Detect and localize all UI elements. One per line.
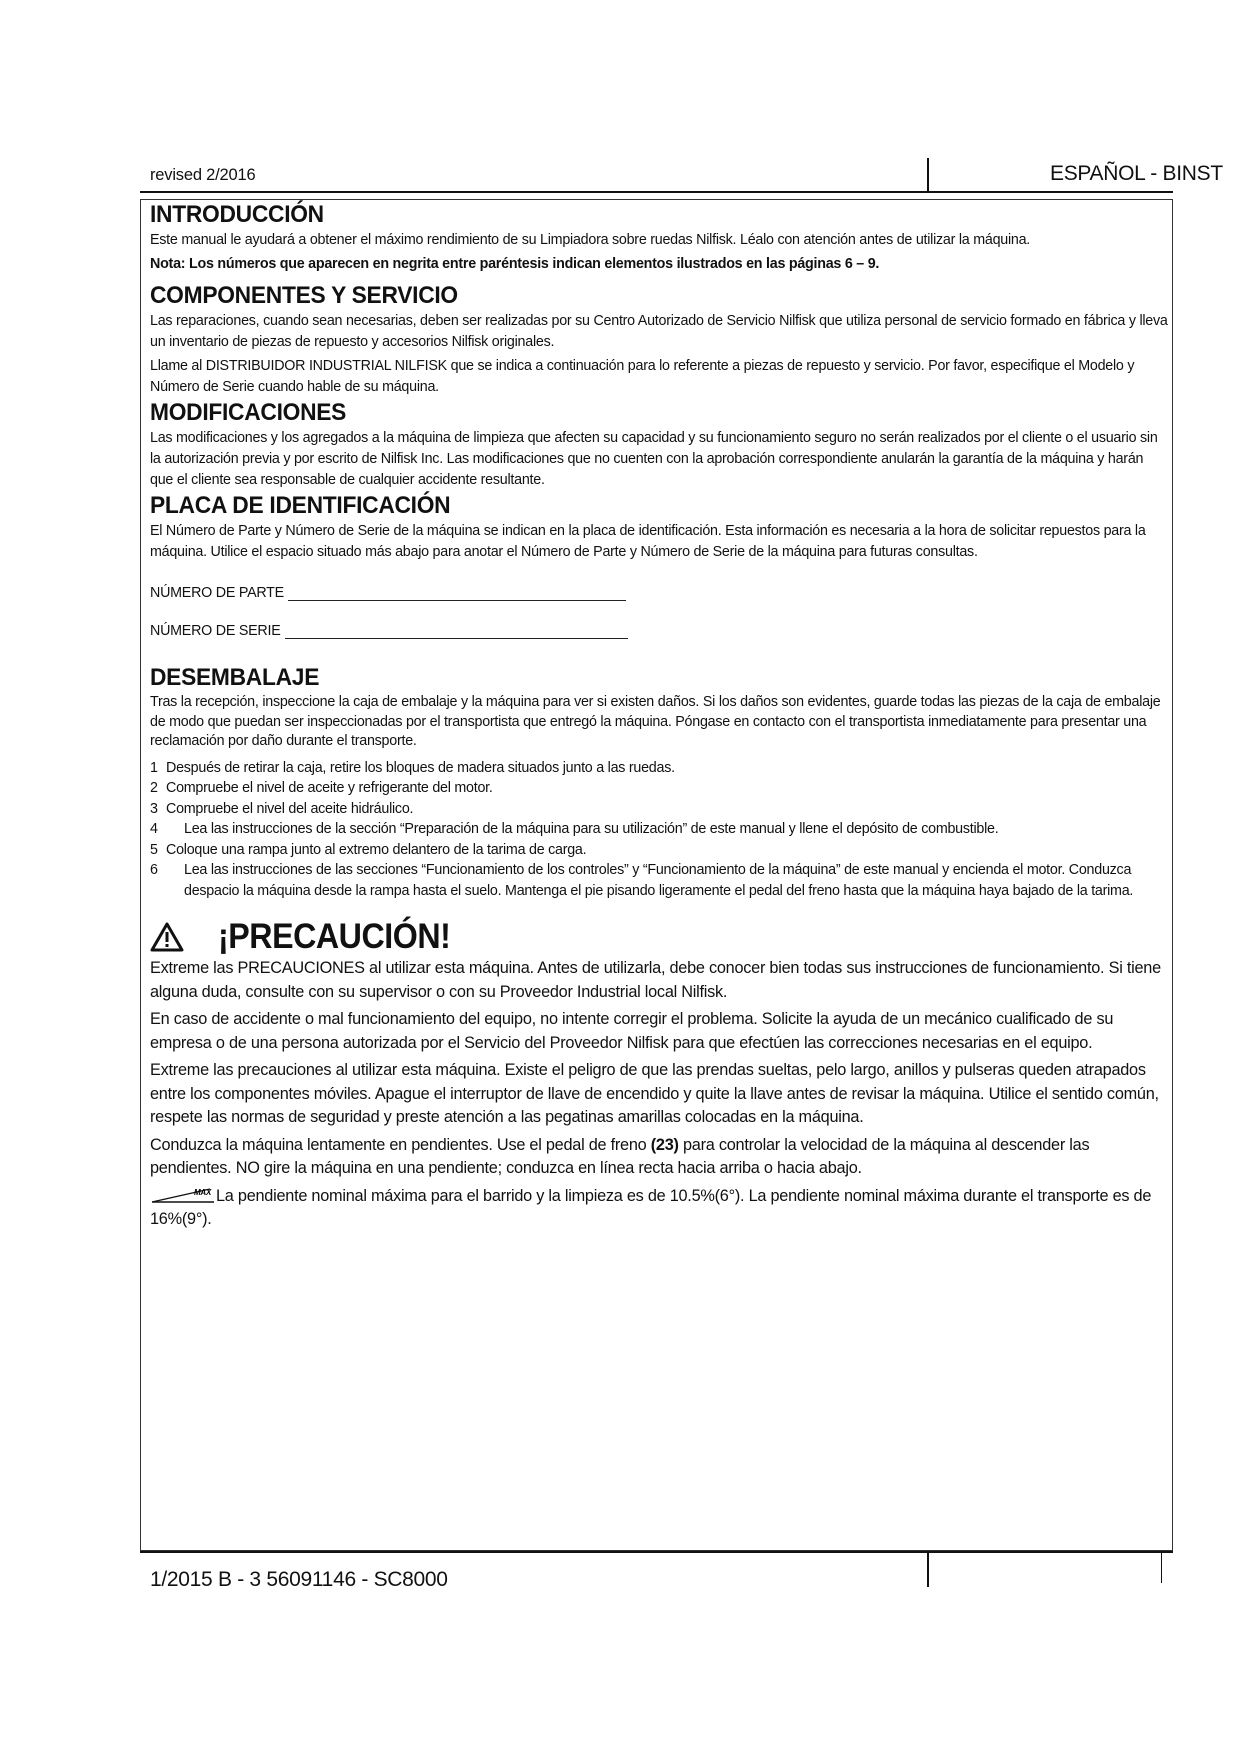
- max-slope-icon: [150, 1186, 216, 1204]
- list-item: 6 Lea las instrucciones de las secciones “Funcionamiento de los controles” y “Funcionamiento de la máquina” de este manual y encienda el motor. Conduzca despacio la máquina desde la rampa hasta el suelo. Mantenga el pie pisando ligeramente el pedal del freno hasta que la máquina haya bajado de la tarima.: [150, 862, 1134, 899]
- nameplate-title: PLACA DE IDENTIFICACIÓN: [150, 492, 451, 519]
- header-rule: [140, 191, 1173, 193]
- part-number-field: [150, 585, 1168, 601]
- list-item: 2 Compruebe el nivel de aceite y refrigerante del motor.: [150, 780, 493, 796]
- intro-text: Este manual le ayudará a obtener el máximo rendimiento de su Limpiadora sobre ruedas Nilfisk. Léalo con atención antes de utilizar la máquina.: [150, 232, 1031, 248]
- intro-note: Nota: Los números que aparecen en negrita entre paréntesis indican elementos ilustrados en las páginas 6 – 9.: [150, 256, 880, 272]
- language-label: ESPAÑOL - BINST: [1050, 162, 1223, 185]
- caution-paragraph-1: Extreme las PRECAUCIONES al utilizar esta máquina. Antes de utilizarla, debe conocer bien todas sus instrucciones de funcionamiento. Si tiene alguna duda, consulte con su supervisor o con su Proveedor Industrial local Nilfisk.: [150, 959, 1161, 1001]
- components-paragraph-2: Llame al DISTRIBUIDOR INDUSTRIAL NILFISK que se indica a continuación para lo referente a piezas de repuesto y servicio. Por favor, especifique el Modelo y Número de Serie cuando hable de su máquina.: [150, 358, 1135, 395]
- modifications-paragraph: Las modificaciones y los agregados a la máquina de limpieza que afecten su capacidad y su funcionamiento seguro no serán realizados por el cliente o el usuario sin la autorización previa y por escrito de Nilfisk Inc. Las modificaciones que no cuenten con la aprobación correspondiente anularán la garantía de la máquina y harán que el cliente sea responsable de cualquier accidente resultante.: [150, 430, 1158, 488]
- intro-title: INTRODUCCIÓN: [150, 201, 324, 228]
- intro-section: [150, 200, 1168, 275]
- unpacking-paragraph: Tras la recepción, inspeccione la caja de embalaje y la máquina para ver si existen daños. Si los daños son evidentes, guarde todas las piezas de la caja de embalaje de modo que puedan ser inspeccionadas por el transportista que entregó la máquina. Póngase en contacto con el transportista inmediatamente para presentar una reclamación por daño durante el transporte.: [150, 694, 1161, 749]
- header-divider: [927, 158, 929, 192]
- caution-paragraph-3: Extreme las precauciones al utilizar esta máquina. Existe el peligro de que las prendas sueltas, pelo largo, anillos y pulseras queden atrapados entre los componentes móviles. Apague el interruptor de llave de encendido y quite la llave antes de revisar la máquina. Utilice el sentido común, respete las normas de seguridad y preste atención a las pegatinas amarillas colocadas en la máquina.: [150, 1061, 1159, 1126]
- nameplate-paragraph: El Número de Parte y Número de Serie de la máquina se indican en la placa de identificación. Esta información es necesaria a la hora de solicitar repuestos para la máquina. Utilice el espacio situado más abajo para anotar el Número de Parte y Número de Serie de la máquina para futuras consultas.: [150, 523, 1146, 560]
- modifications-section: [150, 398, 1168, 491]
- caution-heading: [150, 917, 1168, 957]
- footer-rule: [140, 1551, 1173, 1553]
- list-item: 4 Lea las instrucciones de la sección “Preparación de la máquina para su utilización” de este manual y llene el depósito de combustible.: [150, 821, 999, 837]
- part-number-line: [288, 586, 626, 601]
- serial-number-label: NÚMERO DE SERIE: [150, 623, 281, 639]
- modifications-title: MODIFICACIONES: [150, 399, 347, 426]
- list-item: 3 Compruebe el nivel del aceite hidráulico.: [150, 800, 414, 817]
- serial-number-field: [150, 623, 1168, 639]
- list-item: 5 Coloque una rampa junto al extremo delantero de la tarima de carga.: [150, 841, 587, 858]
- components-title: COMPONENTES Y SERVICIO: [150, 282, 458, 309]
- part-number-label: NÚMERO DE PARTE: [150, 585, 284, 601]
- components-paragraph-1: Las reparaciones, cuando sean necesarias, deben ser realizadas por su Centro Autorizado de Servicio Nilfisk que utiliza personal de servicio formado en fábrica y lleva un inventario de piezas de repuesto y accesorios Nilfisk originales.: [150, 313, 1168, 350]
- unpacking-section: [150, 663, 1168, 901]
- footer-divider: [927, 1553, 929, 1587]
- caution-paragraph-5: MAX La pendiente nominal máxima para el barrido y la limpieza es de 10.5%(6°). La pendiente nominal máxima durante el transporte es de 16%(9°).: [150, 1186, 1152, 1228]
- caution-section: [150, 917, 1168, 1232]
- page-content: [150, 200, 1168, 1232]
- caution-paragraph-4: Conduzca la máquina lentamente en pendientes. Use el pedal de freno (23) para controlar la velocidad de la máquina al descender las pendientes. NO gire la máquina en una pendiente; conduzca en línea recta hacia arriba o hacia abajo.: [150, 1135, 1090, 1177]
- serial-number-line: [285, 624, 628, 639]
- nameplate-section: [150, 491, 1168, 639]
- caution-paragraph-2: En caso de accidente o mal funcionamiento del equipo, no intente corregir el problema. Solicite la ayuda de un mecánico cualificado de su empresa o de una persona autorizada por el Servicio del Proveedor Nilfisk para que efectúen las correcciones necesarias en el equipo.: [150, 1010, 1114, 1052]
- caution-title: ¡PRECAUCIÓN!: [218, 917, 451, 956]
- unpacking-steps: [150, 758, 1168, 902]
- max-slope-label: MAX: [194, 1187, 212, 1197]
- footer-text: 1/2015 B - 3 56091146 - SC8000: [150, 1568, 448, 1591]
- list-item: 1 Después de retirar la caja, retire los bloques de madera situados junto a las ruedas.: [150, 759, 675, 776]
- components-section: [150, 281, 1168, 398]
- footer-right-edge: [1161, 1553, 1162, 1583]
- revision-date: revised 2/2016: [150, 166, 256, 184]
- unpacking-title: DESEMBALAJE: [150, 664, 320, 691]
- warning-triangle-icon: [150, 922, 184, 952]
